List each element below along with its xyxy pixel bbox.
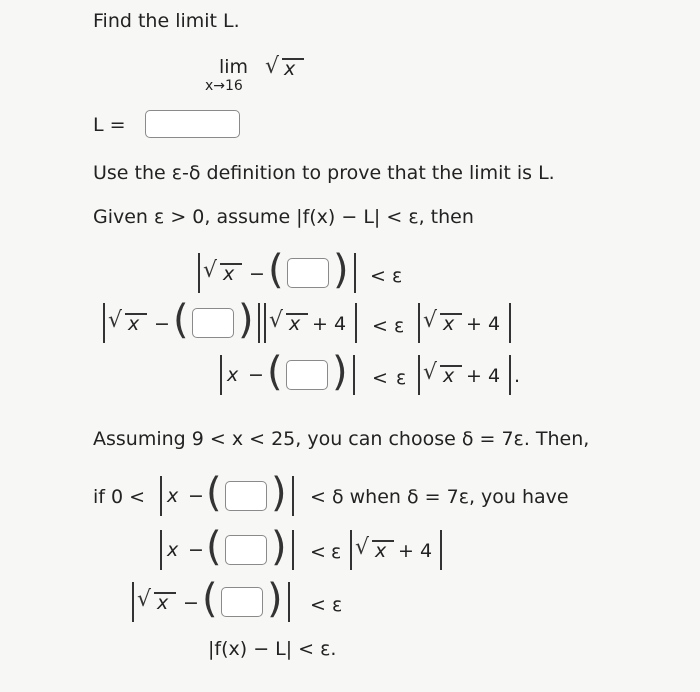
abs-bar (354, 253, 356, 293)
abs-bar (350, 530, 352, 570)
close-paren: ) (333, 247, 349, 293)
answer-box-4[interactable] (225, 481, 267, 511)
abs-bar (292, 530, 294, 570)
variable-x: x (227, 364, 239, 386)
radical-sign: √ (269, 308, 284, 333)
less-than-sign: < (372, 367, 388, 389)
answer-box-6[interactable] (221, 587, 263, 617)
delta-condition: < δ when δ = 7ε, you have (310, 486, 569, 508)
lim-subscript: x→16 (205, 78, 243, 94)
answer-label: L = (93, 114, 126, 136)
radical-sign: √ (265, 54, 280, 79)
open-paren: ( (268, 247, 284, 293)
close-paren: ) (267, 576, 283, 622)
close-paren: ) (271, 524, 287, 570)
variable-x: x (128, 313, 140, 335)
minus-sign: − (188, 485, 204, 507)
abs-bar (509, 303, 511, 343)
minus-sign: − (154, 313, 170, 335)
minus-sign: − (248, 364, 264, 386)
close-paren: ) (238, 297, 254, 343)
epsilon-symbol: ε (331, 541, 342, 563)
minus-sign: − (183, 592, 199, 614)
abs-bar (509, 355, 511, 395)
open-paren: ( (206, 524, 222, 570)
assumption-text: Assuming 9 < x < 25, you can choose δ = 7ε. Then, (93, 428, 590, 450)
variable-x: x (167, 485, 179, 507)
radical-sign: √ (137, 587, 152, 612)
abs-bar (292, 476, 294, 516)
abs-bar (355, 303, 357, 343)
abs-bar (220, 355, 222, 395)
abs-bar (160, 530, 162, 570)
abs-bar (288, 582, 290, 622)
close-paren: ) (332, 349, 348, 395)
variable-x: x (289, 313, 301, 335)
close-paren: ) (271, 470, 287, 516)
period: . (514, 365, 521, 387)
plus-four: + 4 (466, 365, 501, 387)
abs-bar (264, 303, 266, 343)
variable-x: x (157, 592, 169, 614)
variable-x: x (375, 540, 387, 562)
plus-four: + 4 (398, 540, 433, 562)
variable-x: x (443, 313, 455, 335)
problem-title: Find the limit L. (93, 10, 240, 32)
abs-bar (418, 303, 420, 343)
limit-answer-input[interactable] (145, 110, 240, 138)
minus-sign: − (188, 539, 204, 561)
lim-expression: x (284, 58, 296, 80)
abs-bar (258, 303, 260, 343)
radical-sign: √ (423, 308, 438, 333)
radical-sign: √ (108, 308, 123, 333)
proof-given: Given ε > 0, assume |f(x) − L| < ε, then (93, 206, 474, 228)
abs-bar (353, 355, 355, 395)
abs-bar (103, 303, 105, 343)
radical-sign: √ (423, 360, 438, 385)
abs-bar (198, 253, 200, 293)
abs-bar (132, 582, 134, 622)
less-than-epsilon: < ε (372, 315, 405, 337)
variable-x: x (443, 365, 455, 387)
answer-box-5[interactable] (225, 535, 267, 565)
answer-box-1[interactable] (287, 258, 329, 288)
if-prefix: if 0 < (93, 486, 146, 508)
variable-x: x (167, 539, 179, 561)
less-than-sign: < (310, 541, 326, 563)
open-paren: ( (202, 576, 218, 622)
conclusion: |f(x) − L| < ε. (208, 638, 337, 660)
radical-sign: √ (355, 535, 370, 560)
plus-four: + 4 (466, 313, 501, 335)
variable-x: x (223, 263, 235, 285)
plus-four: + 4 (312, 313, 347, 335)
open-paren: ( (267, 349, 283, 395)
less-than-epsilon: < ε (370, 265, 403, 287)
abs-bar (418, 355, 420, 395)
less-than-epsilon: < ε (310, 594, 343, 616)
minus-sign: − (249, 263, 265, 285)
abs-bar (160, 476, 162, 516)
abs-bar (440, 530, 442, 570)
epsilon-symbol: ε (396, 367, 407, 389)
radical-sign: √ (203, 258, 218, 283)
answer-box-3[interactable] (286, 360, 328, 390)
lim-text: lim (219, 56, 249, 78)
proof-intro: Use the ε-δ definition to prove that the limit is L. (93, 162, 555, 184)
answer-box-2[interactable] (192, 308, 234, 338)
open-paren: ( (206, 470, 222, 516)
open-paren: ( (173, 297, 189, 343)
